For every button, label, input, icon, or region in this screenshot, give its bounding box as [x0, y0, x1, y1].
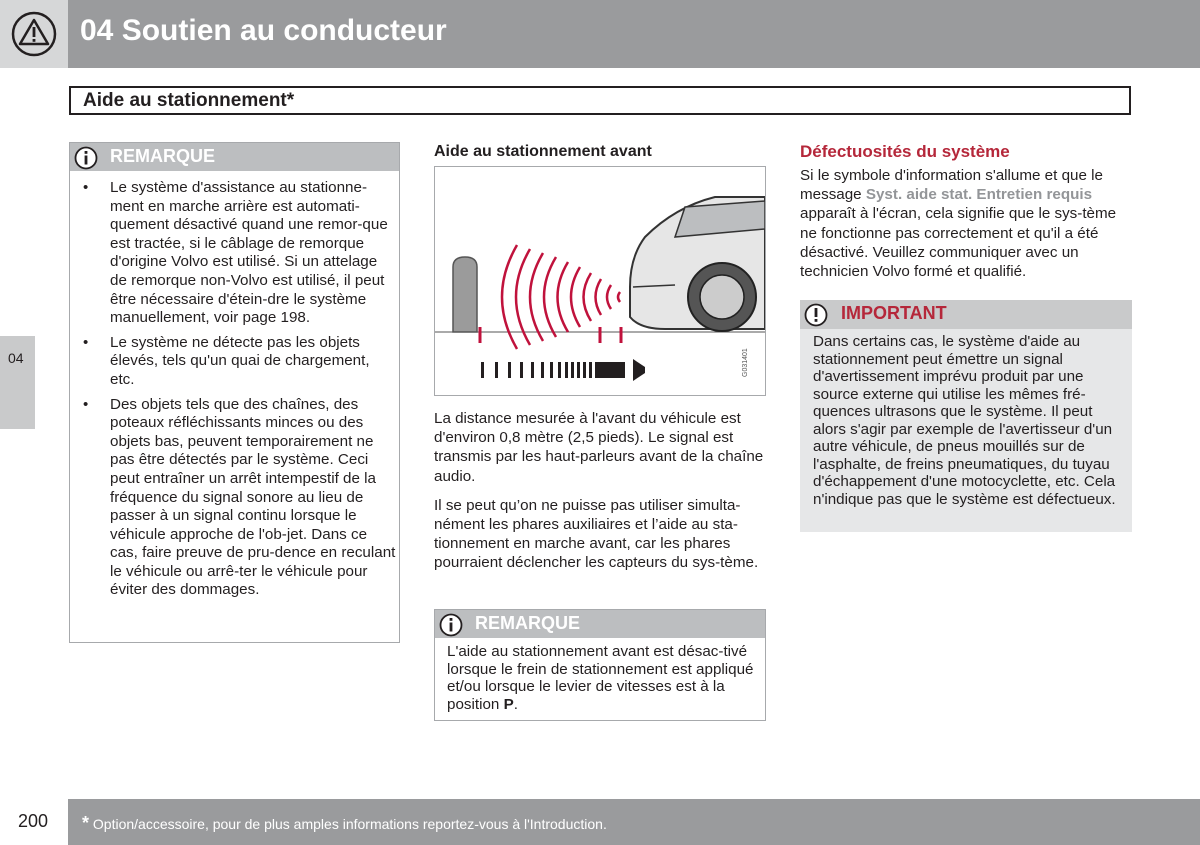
page-number: 200 — [18, 811, 49, 831]
note-text-bold: P — [503, 695, 514, 713]
info-icon — [74, 146, 98, 170]
page-footer — [68, 799, 1200, 845]
parking-sensor-diagram — [435, 167, 765, 395]
page-header — [0, 0, 1200, 68]
header-icon-box — [0, 0, 68, 68]
note-text-end: . — [513, 695, 518, 713]
info-icon — [439, 613, 463, 637]
note-body — [447, 643, 757, 713]
message-highlight: Syst. aide stat. Entretien requis — [865, 186, 1093, 204]
warning-triangle-icon — [11, 11, 57, 57]
important-box — [800, 300, 1132, 532]
paragraph: Si le symbole d'information s'allume et que le message Syst. aide stat. Entretien requis apparaît à l'écran, cela signifie que le sys-tème ne fonctionne pas correctement et qu'il a été désactivé. Veuillez communiquer avec un technicien Volvo formé et qualifié. — [800, 167, 1117, 281]
list-item: • Le système d'assistance au stationne-ment en marche arrière est automati-quement désactivé quand une remor-que est tractée, si le câblage de remorque d'origine Volvo est utilisé. Si un attelage de remorque non-Volvo est utilisé, il peut être nécessaire d'étein-dre le système manuellement, voir page 198. — [70, 179, 396, 328]
paragraph: La distance mesurée à l'avant du véhicule est d'environ 0,8 mètre (2,5 pieds). Le signal est transmis par les haut-parleurs avant de la chaîne audio. — [434, 410, 764, 485]
side-tab-label: 04 — [8, 350, 24, 366]
footer-note: * Option/accessoire, pour de plus amples informations reportez-vous à l'Introduction. — [82, 813, 607, 833]
paragraph: Il se peut qu’on ne puisse pas utiliser simulta-nément les phares auxiliaires et l’aide au sta-tionnement en marche avant, car les phares pourraient déclencher les capteurs du sys-tème. — [434, 496, 759, 572]
note-text: L'aide au stationnement avant est désac-tivé lorsque le frein de stationnement est appliqué et/ou lorsque le levier de vitesses est à la position — [447, 643, 754, 713]
note-title: REMARQUE — [475, 613, 581, 633]
section-bar — [69, 86, 1131, 115]
subheading-front-parking: Aide au stationnement avant — [434, 143, 652, 160]
important-header — [800, 300, 1132, 329]
right-text — [800, 166, 1132, 291]
important-body: Dans certains cas, le système d'aide au stationnement peut émettre un signal d'avertissement imprévu produit par une source externe qui utilise les mêmes fré-quences ultrasons que le système. Il peut alors s'agir par exemple de l'avertisseur d'un autre véhicule, de pneus mouillés sur de l'asphalte, de freins pneumatiques, du tuyau d'échappement d'une motocyclette, etc. Cela n'indique pas que le système est défectueux. — [813, 333, 1116, 508]
chapter-title: 04 Soutien au conducteur — [80, 14, 447, 47]
important-title: IMPORTANT — [841, 303, 947, 323]
note-box-middle — [434, 609, 766, 721]
figure-code: G031401 — [742, 348, 749, 377]
note-box-left — [69, 142, 400, 643]
note-title: REMARQUE — [110, 146, 216, 166]
footer-star: * — [82, 813, 90, 833]
note-header — [435, 610, 765, 638]
list-item: • Des objets tels que des chaînes, des poteaux réfléchissants minces ou des objets bas, peuvent temporairement ne pas être détectés par le système. Ceci peut entraîner un arrêt intempestif de la fréquence du signal sonore au lieu de passer à un signal continu lorsque le véhicule approche de l'ob-jet. Dans ce cas, faire preuve de pru-dence en reculant le véhicule ou arrê-ter le véhicule pour éviter des dommages. — [70, 396, 396, 601]
exclamation-icon — [804, 303, 828, 327]
front-parking-illustration — [434, 166, 766, 396]
note-bullet-list — [70, 179, 396, 606]
list-item: • Le système ne détecte pas les objets élevés, tels qu'un quai de chargement, etc. — [70, 334, 396, 390]
note-header — [70, 143, 399, 171]
section-title: Aide au stationnement* — [83, 90, 295, 111]
subheading-system-faults: Défectuosités du système — [800, 142, 1010, 161]
chapter-side-tab — [0, 336, 35, 429]
middle-text — [434, 409, 768, 583]
